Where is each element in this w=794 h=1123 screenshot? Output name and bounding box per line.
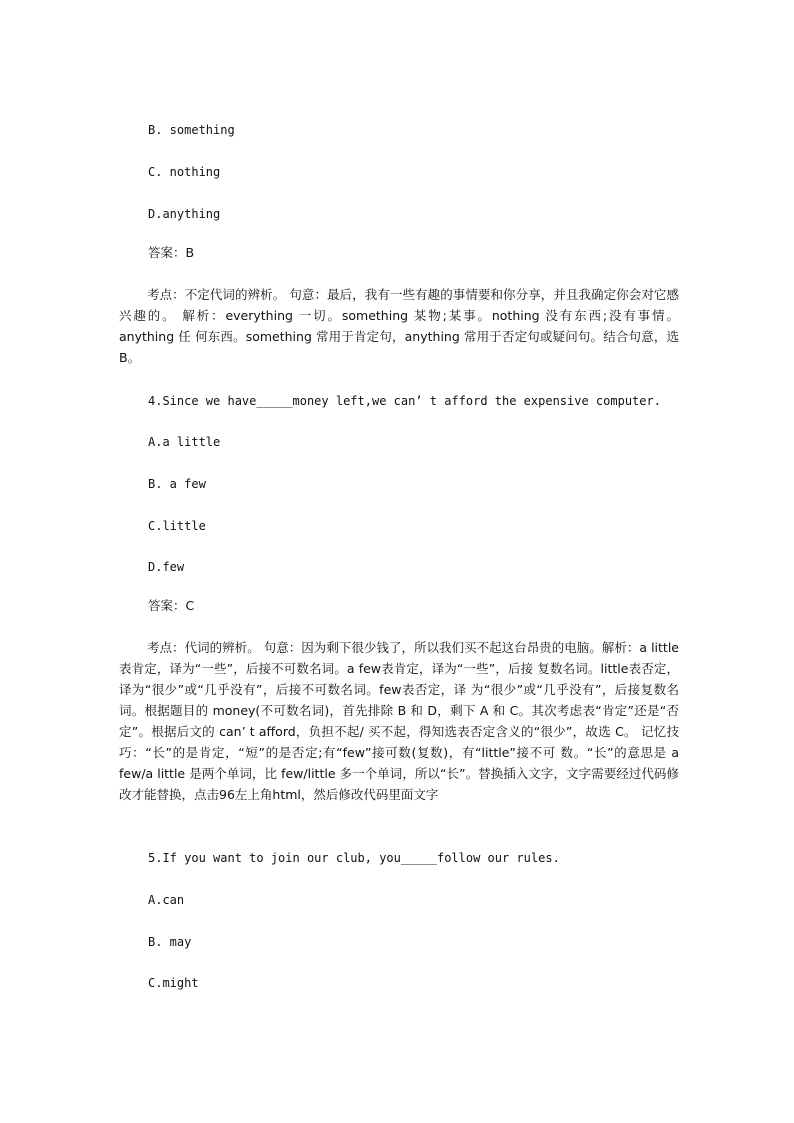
q5-question: 5.If you want to join our club, you_____follow our rules. — [148, 851, 560, 865]
q4-question: 4.Since we have_____money left,we can’ t afford the expensive computer. — [148, 394, 661, 408]
q3-answer: 答案：B — [148, 245, 195, 260]
q4-analysis: 考点：代词的辨析。 句意：因为剩下很少钱了，所以我们买不起这台昂贵的电脑。解析：a little表肯定，译为“一些”，后接不可数名词。a few表肯定，译为“一些”，后接 复数名词。little表否定，译为“很少”或“几乎没有”，后接不可数名词。few表否定，译 为“很少”或“几乎没有”，后接复数名词。根据题目的 money(不可数名词)，首先排除 B 和 D，剩下 A 和 C。其次考虑表“肯定”还是“否定”。根据后文的 can’ t afford，负担不起/ 买不起，得知选表否定含义的“很少”，故选 C。 记忆技巧：“长”的是肯定，“短”的是否定;有“few”接可数(复数)，有“little”接不可 数。“长”的意思是 a few/a little 是两个单词，比 few/little 多一个单词，所以“长”。替换插入文字，文字需要经过代码修改才能替换，点击96左上角html，然后修改代码里面文字 — [119, 640, 679, 802]
q3-option-d: D.anything — [148, 207, 221, 221]
q4-option-a: A.a little — [148, 435, 221, 449]
q5-option-a: A.can — [148, 893, 185, 907]
q3-analysis: 考点：不定代词的辨析。 句意：最后，我有一些有趣的事情要和你分享，并且我确定你会对它感兴趣的。 解析：everything 一切。something 某物;某事。nothing 没有东西;没有事情。anything 任 何东西。something 常用于肯定句，anything 常用于否定句或疑问句。结合句意，选 B。 — [119, 287, 679, 365]
q4-answer: 答案：C — [148, 598, 195, 613]
q5-option-b: B. may — [148, 935, 192, 949]
q4-option-d: D.few — [148, 560, 185, 574]
q3-option-b: B. something — [148, 123, 235, 137]
q5-option-c: C.might — [148, 976, 199, 990]
q4-option-b: B. a few — [148, 477, 206, 491]
q3-option-c: C. nothing — [148, 165, 221, 179]
q4-option-c: C.little — [148, 519, 206, 533]
